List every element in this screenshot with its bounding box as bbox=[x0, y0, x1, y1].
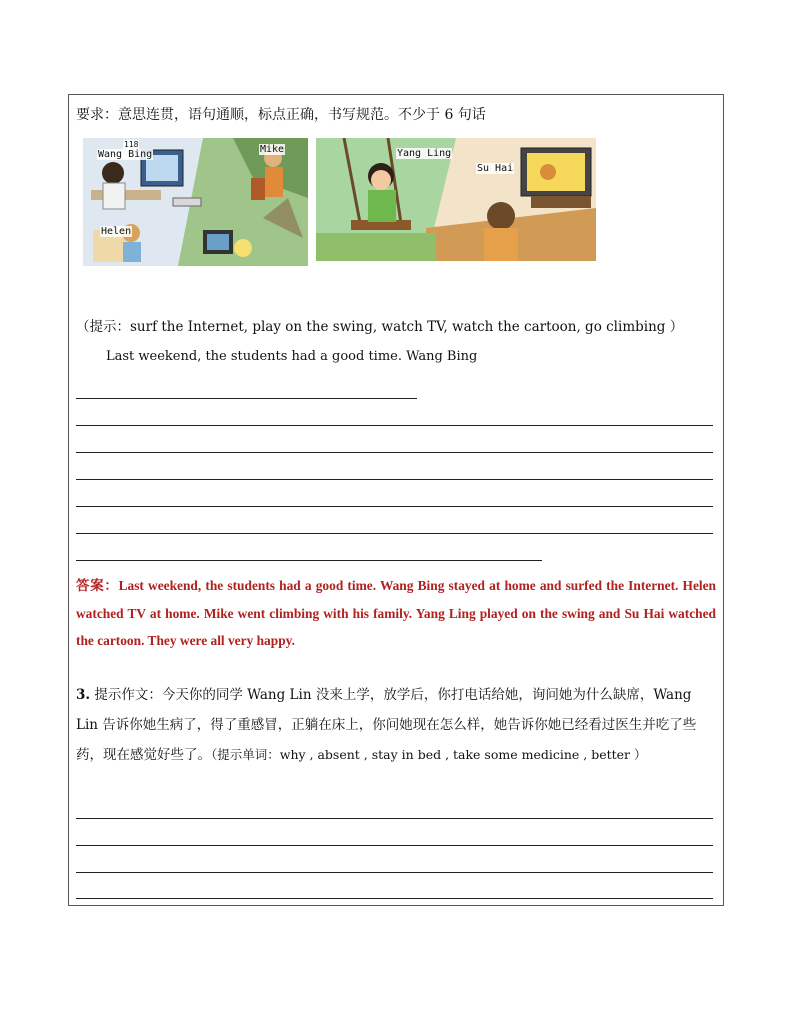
question-hint-words: （提示单词：why , absent , stay in bed , take some medicine , better ） bbox=[211, 747, 647, 762]
left-illustration bbox=[83, 138, 308, 266]
writing-line bbox=[76, 898, 713, 899]
writing-line bbox=[76, 533, 713, 534]
writing-line bbox=[76, 845, 713, 846]
hint-text: （提示：surf the Internet, play on the swing, watch TV, watch the cartoon, go climbing ） bbox=[76, 319, 684, 335]
answer-text: Last weekend, the students had a good time. Wang Bing stayed at home and surfed the Internet. Helen watched TV at home. Mike went climbing with his family. Yang Ling played on the swing and Su Hai watched the cartoon. They were all very happy. bbox=[76, 578, 717, 648]
requirement-text: 要求：意思连贯，语句通顺，标点正确，书写规范。不少于 6 句话 bbox=[76, 107, 486, 123]
right-illustration-drawing bbox=[316, 138, 596, 261]
answer-label: 答案： bbox=[76, 578, 119, 593]
lead-sentence: Last weekend, the students had a good time. Wang Bing bbox=[106, 349, 478, 364]
question-3 bbox=[76, 680, 716, 770]
answer-block bbox=[76, 572, 716, 655]
writing-line bbox=[76, 818, 713, 819]
image-number-label: 118 bbox=[124, 140, 139, 149]
writing-line bbox=[76, 506, 713, 507]
question-prompt: 提示作文：今天你的同学 Wang Lin 没来上学，放学后，你打电话给她，询问她为什么缺席，Wang Lin 告诉你她生病了，得了重感冒，正躺在床上，你问她现在怎么样，她告诉你她已经看过医生并吃了些药，现在感觉好些了。 bbox=[76, 687, 697, 763]
writing-line bbox=[76, 479, 713, 480]
yang-ling-label: Yang Ling bbox=[397, 148, 452, 159]
helen-label: Helen bbox=[101, 226, 132, 237]
writing-line bbox=[76, 425, 713, 426]
writing-line bbox=[76, 452, 713, 453]
wang-bing-label: Wang Bing bbox=[98, 149, 153, 160]
writing-line bbox=[76, 560, 542, 561]
su-hai-label: Su Hai bbox=[477, 163, 514, 174]
question-number: 3. bbox=[76, 687, 91, 703]
writing-line bbox=[76, 872, 713, 873]
writing-line bbox=[76, 398, 417, 399]
right-illustration bbox=[316, 138, 596, 261]
mike-label: Mike bbox=[260, 144, 285, 155]
